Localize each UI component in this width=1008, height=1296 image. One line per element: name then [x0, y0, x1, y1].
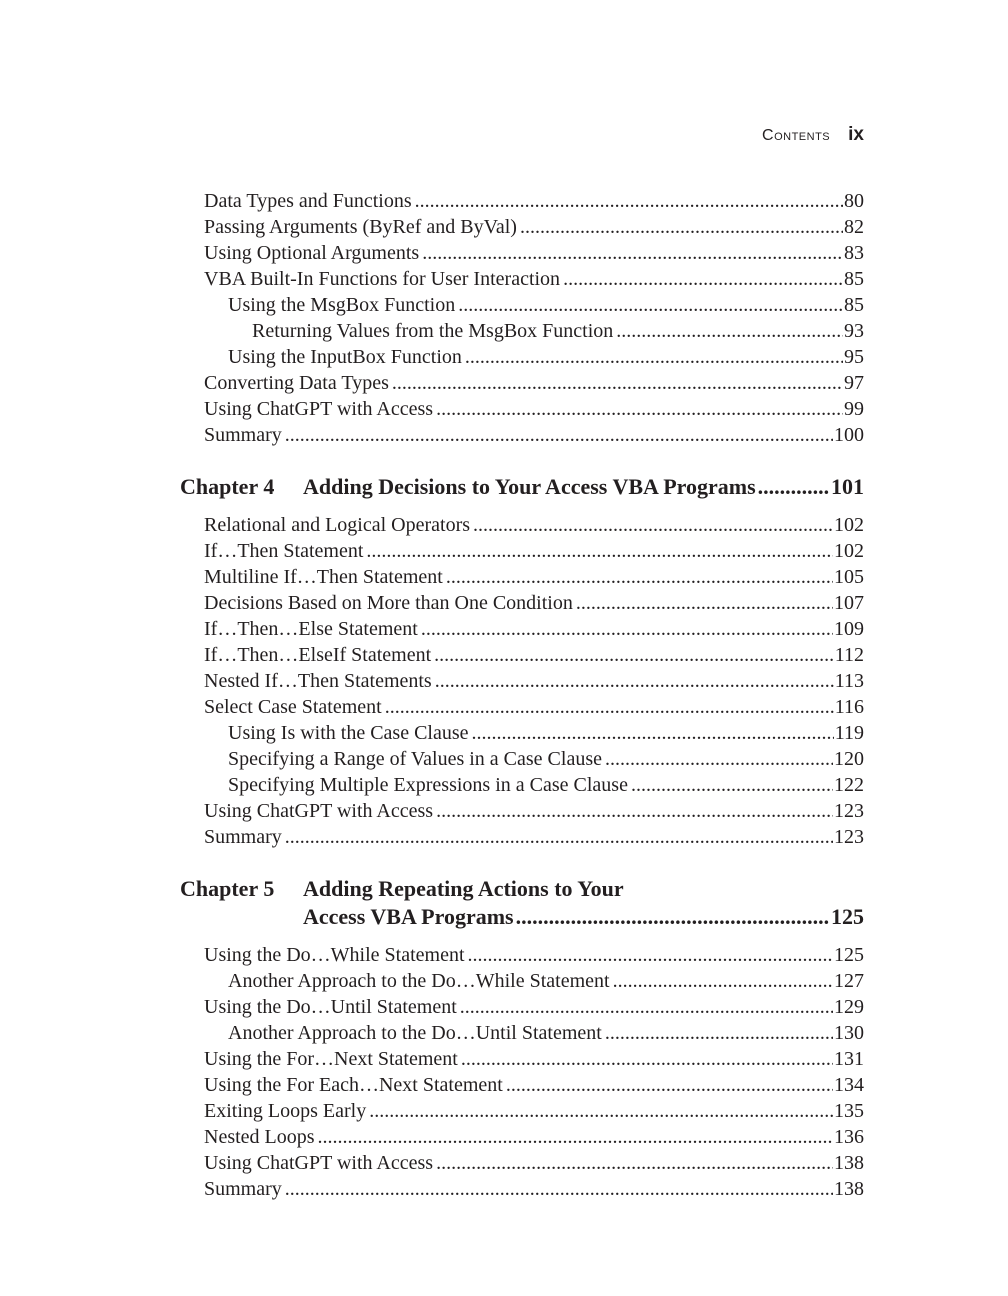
toc-subentry[interactable] — [228, 968, 864, 994]
toc-entry-page: 136 — [834, 1126, 864, 1148]
toc-entry-title: Summary — [204, 826, 282, 848]
leader-dots — [421, 616, 833, 642]
toc-entry-title: Using the Do…Until Statement — [204, 996, 457, 1018]
toc-entry[interactable] — [204, 942, 864, 968]
leader-dots — [473, 512, 833, 538]
toc-entry-title: Using Is with the Case Clause — [228, 722, 469, 744]
toc-entry-title: Converting Data Types — [204, 372, 389, 394]
toc-entry-title: Using the Do…While Statement — [204, 944, 465, 966]
toc-entry[interactable] — [204, 370, 864, 396]
toc-entry-page: 95 — [844, 346, 864, 368]
leader-dots — [472, 720, 834, 746]
toc-entry-title: Decisions Based on More than One Condition — [204, 592, 573, 614]
toc-entry-page: 80 — [844, 190, 864, 212]
leader-dots — [520, 214, 843, 240]
toc-entry-title: Using Optional Arguments — [204, 242, 420, 264]
toc-entry[interactable] — [204, 642, 864, 668]
chapter-title-line2: Access VBA Programs — [303, 904, 514, 929]
toc-entry-page: 135 — [834, 1100, 864, 1122]
toc-entry-page: 112 — [834, 644, 864, 666]
toc-entry-page: 130 — [834, 1022, 864, 1044]
leader-dots — [465, 344, 843, 370]
leader-dots — [366, 538, 833, 564]
toc-entry[interactable] — [204, 188, 864, 214]
chapter-number: Chapter 5 — [180, 876, 275, 901]
toc-entry-page: 123 — [834, 800, 864, 822]
toc-entry[interactable] — [204, 538, 864, 564]
leader-dots — [460, 994, 833, 1020]
toc-entry[interactable] — [204, 798, 864, 824]
toc-entry-title: Using ChatGPT with Access — [204, 800, 434, 822]
toc-entry-title: Using the For Each…Next Statement — [204, 1074, 503, 1096]
toc-entry-title: Select Case Statement — [204, 696, 382, 718]
chapter-page: 101 — [831, 474, 864, 499]
leader-dots — [563, 266, 843, 292]
leader-dots — [758, 473, 830, 501]
leader-dots — [285, 422, 833, 448]
toc-entry-page: 109 — [834, 618, 864, 640]
leader-dots — [446, 564, 833, 590]
toc-entry-title: If…Then Statement — [204, 540, 364, 562]
toc-entry-title: Returning Values from the MsgBox Function — [252, 320, 614, 342]
toc-entry-title: Summary — [204, 424, 282, 446]
toc-subentry[interactable] — [228, 746, 864, 772]
toc-entry-title: If…Then…Else Statement — [204, 618, 418, 640]
toc-entry-title: Passing Arguments (ByRef and ByVal) — [204, 216, 517, 238]
toc-entry-page: 85 — [844, 294, 864, 316]
toc-entry-title: Exiting Loops Early — [204, 1100, 367, 1122]
leader-dots — [392, 370, 843, 396]
toc-entry-page: 122 — [834, 774, 864, 796]
toc-entry-page: 99 — [844, 398, 864, 420]
toc-entry-page: 100 — [834, 424, 864, 446]
toc-subsubentry[interactable] — [252, 318, 864, 344]
toc-entry-page: 129 — [834, 996, 864, 1018]
toc-entry[interactable] — [204, 240, 864, 266]
chapter-5-heading[interactable] — [180, 875, 864, 931]
toc-entry-title: Another Approach to the Do…While Statement — [228, 970, 610, 992]
toc-entry[interactable] — [204, 396, 864, 422]
leader-dots — [458, 292, 843, 318]
toc-entry[interactable] — [204, 994, 864, 1020]
leader-dots — [436, 1150, 833, 1176]
toc-entry-page: 138 — [834, 1178, 864, 1200]
leader-dots — [435, 668, 834, 694]
toc-entry-title: Specifying a Range of Values in a Case Clause — [228, 748, 602, 770]
leader-dots — [631, 772, 833, 798]
toc-entry-title: Using the For…Next Statement — [204, 1048, 458, 1070]
toc-entry[interactable] — [204, 1098, 864, 1124]
toc-entry-title: Using ChatGPT with Access — [204, 1152, 434, 1174]
toc-entry-title: VBA Built-In Functions for User Interaction — [204, 268, 561, 290]
toc-entry[interactable] — [204, 824, 864, 850]
leader-dots — [436, 798, 833, 824]
leader-dots — [468, 942, 833, 968]
toc-entry-title: Nested If…Then Statements — [204, 670, 432, 692]
toc-entry-title: Multiline If…Then Statement — [204, 566, 443, 588]
chapter-title-line1: Adding Repeating Actions to Your — [303, 876, 624, 901]
toc-subentry[interactable] — [228, 292, 864, 318]
leader-dots — [436, 396, 843, 422]
toc-entry-title: Data Types and Functions — [204, 190, 412, 212]
chapter-4-heading[interactable] — [180, 473, 864, 501]
toc-entry-title: Using ChatGPT with Access — [204, 398, 434, 420]
toc-entry-page: 83 — [844, 242, 864, 264]
leader-dots — [385, 694, 834, 720]
leader-dots — [369, 1098, 833, 1124]
toc-entry[interactable] — [204, 590, 864, 616]
toc-entry[interactable] — [204, 616, 864, 642]
toc-entry[interactable] — [204, 694, 864, 720]
toc-entry-title: Nested Loops — [204, 1126, 315, 1148]
leader-dots — [318, 1124, 833, 1150]
toc-entry-title: Summary — [204, 1178, 282, 1200]
toc-entry-title: Using the MsgBox Function — [228, 294, 456, 316]
leader-dots — [613, 968, 833, 994]
toc-entry[interactable] — [204, 266, 864, 292]
leader-dots — [285, 1176, 833, 1202]
toc-entry[interactable] — [204, 564, 864, 590]
toc-entry-page: 107 — [834, 592, 864, 614]
leader-dots — [516, 903, 830, 931]
toc-entry[interactable] — [204, 512, 864, 538]
running-header-title: Contents — [762, 127, 831, 144]
toc-entry-page: 82 — [844, 216, 864, 238]
toc-entry-title: Another Approach to the Do…Until Statement — [228, 1022, 602, 1044]
toc-entry-title: Using the InputBox Function — [228, 346, 462, 368]
toc-entry-page: 123 — [834, 826, 864, 848]
leader-dots — [461, 1046, 833, 1072]
toc-entry-page: 105 — [834, 566, 864, 588]
toc-entry[interactable] — [204, 1072, 864, 1098]
toc-entry-page: 127 — [834, 970, 864, 992]
leader-dots — [605, 746, 833, 772]
toc-entry[interactable] — [204, 1150, 864, 1176]
leader-dots — [576, 590, 833, 616]
toc-entry-title: If…Then…ElseIf Statement — [204, 644, 432, 666]
toc-entry[interactable] — [204, 1176, 864, 1202]
toc-entry-page: 116 — [834, 696, 864, 718]
toc-subentry[interactable] — [228, 720, 864, 746]
toc-subentry[interactable] — [228, 772, 864, 798]
toc-entry-page: 93 — [844, 320, 864, 342]
chapter-title: Adding Decisions to Your Access VBA Programs — [303, 474, 756, 499]
toc-subentry[interactable] — [228, 344, 864, 370]
toc-entry-page: 97 — [844, 372, 864, 394]
toc-entry-page: 85 — [844, 268, 864, 290]
leader-dots — [434, 642, 834, 668]
toc-entry-page: 102 — [834, 514, 864, 536]
toc-entry-page: 120 — [834, 748, 864, 770]
page-number: ix — [848, 124, 864, 145]
toc-entry-page: 138 — [834, 1152, 864, 1174]
toc-entry[interactable] — [204, 1124, 864, 1150]
leader-dots — [605, 1020, 833, 1046]
toc-entry-page: 134 — [834, 1074, 864, 1096]
toc-subentry[interactable] — [228, 1020, 864, 1046]
toc-entry-page: 102 — [834, 540, 864, 562]
toc-entry[interactable] — [204, 422, 864, 448]
toc-entry-page: 113 — [834, 670, 864, 692]
toc-entry[interactable] — [204, 668, 864, 694]
toc-entry-title: Specifying Multiple Expressions in a Case Clause — [228, 774, 628, 796]
chapter-page: 125 — [831, 904, 864, 929]
leader-dots — [415, 188, 843, 214]
leader-dots — [422, 240, 843, 266]
leader-dots — [285, 824, 833, 850]
toc-entry-page: 125 — [834, 944, 864, 966]
toc-entry-title: Relational and Logical Operators — [204, 514, 471, 536]
toc-entry-page: 119 — [834, 722, 864, 744]
leader-dots — [616, 318, 843, 344]
toc-entry[interactable] — [204, 1046, 864, 1072]
leader-dots — [506, 1072, 833, 1098]
running-header — [762, 124, 864, 146]
toc-entry[interactable] — [204, 214, 864, 240]
toc-entry-page: 131 — [834, 1048, 864, 1070]
chapter-number: Chapter 4 — [180, 474, 275, 499]
